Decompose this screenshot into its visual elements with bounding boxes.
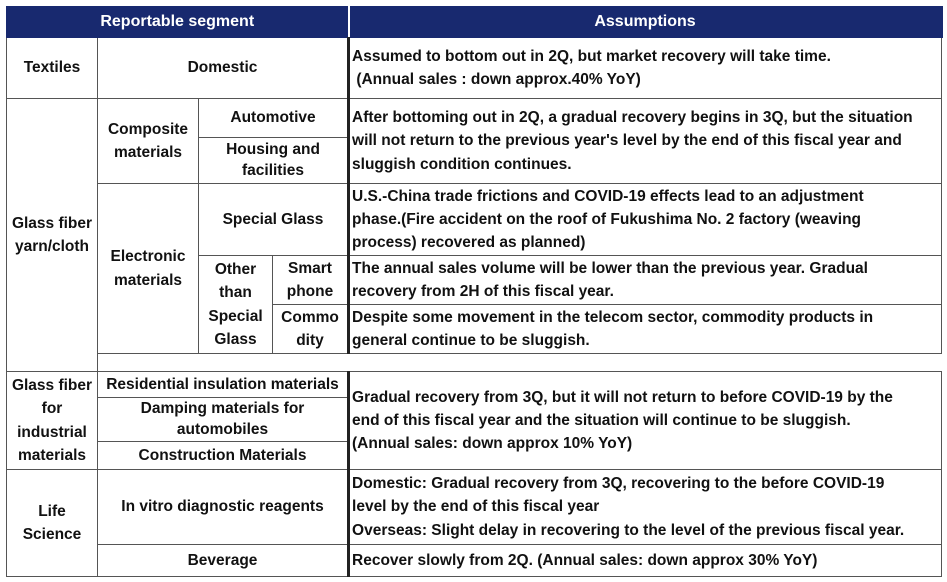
spacer-row (7, 354, 942, 372)
automotive-row (7, 99, 942, 138)
glass-industrial-assumption-line: (Annual sales: down approx 10% YoY) (352, 435, 633, 453)
invitro-reagents-label: In vitro diagnostic reagents (98, 470, 349, 545)
smartphone-assumption (349, 256, 942, 305)
other-label-line: Other (214, 261, 257, 278)
invitro-row (7, 470, 942, 545)
glass-industrial-label-line: industrial (17, 423, 87, 441)
composite-label-line: Composite (107, 120, 189, 138)
textiles-assumption-line: Assumed to bottom out in 2Q, but market recovery will take time. (352, 47, 831, 65)
glass-industrial-label-line: Glass fiber (11, 377, 93, 394)
other-label-line: than (219, 284, 252, 302)
special-glass-row (7, 184, 942, 256)
textiles-assumption (349, 38, 942, 99)
electronic-label-line: materials (113, 271, 183, 289)
glass-yarn-label-line: yarn/cloth (14, 238, 90, 255)
other-than-special-glass-label (199, 256, 273, 354)
smartphone-label (273, 256, 349, 305)
invitro-assumption (349, 470, 942, 545)
commodity-assumption-line: Despite some movement in the telecom sector, commodity products in (352, 308, 874, 326)
special-glass-assumption-line: U.S.-China trade frictions and COVID-19 effects lead to an adjustment (352, 187, 864, 205)
glass-industrial-assumption (349, 372, 942, 470)
segment-assumptions-table (6, 6, 943, 577)
automotive-label: Automotive (199, 99, 349, 138)
life-science-label-line: Life (38, 502, 66, 520)
commodity-assumption (349, 305, 942, 354)
electronic-label-line: Electronic (110, 248, 186, 266)
special-glass-assumption (349, 184, 942, 256)
textiles-domestic: Domestic (98, 38, 349, 99)
housing-label-line: facilities (241, 161, 305, 179)
special-glass-assumption-line: process) recovered as planned) (352, 234, 586, 252)
glass-industrial-label-line: for (41, 400, 63, 418)
glass-industrial-label (7, 372, 98, 470)
residential-insulation-label: Residential insulation materials (98, 372, 349, 398)
other-label-line: Glass (214, 330, 257, 348)
glass-yarn-cloth-label (7, 99, 98, 372)
header-reportable-segment: Reportable segment (7, 7, 349, 38)
beverage-assumption: Recover slowly from 2Q. (Annual sales: down approx 30% YoY) (349, 545, 942, 577)
beverage-label: Beverage (98, 545, 349, 577)
damping-label-line: Damping materials for (140, 400, 305, 418)
damping-label-line: automobiles (176, 420, 269, 438)
composite-assumption-line: sluggish condition continues. (352, 155, 572, 173)
glass-industrial-assumption-line: end of this fiscal year and the situation will continue to be sluggish. (352, 411, 851, 429)
textiles-label: Textiles (7, 38, 98, 99)
composite-assumption-line: will not return to the previous year's level by the end of this fiscal year and (352, 132, 902, 150)
invitro-assumption-line: level by the end of this fiscal year (352, 498, 600, 516)
composite-assumption (349, 99, 942, 184)
glass-industrial-assumption-line: Gradual recovery from 3Q, but it will not return to before COVID-19 by the (352, 388, 893, 406)
header-row (7, 7, 942, 38)
housing-facilities-label (199, 138, 349, 184)
damping-materials-label (98, 398, 349, 442)
composite-label-line: materials (113, 144, 183, 161)
smartphone-label-line: Smart (288, 259, 332, 277)
commodity-label-line: Commo (281, 308, 339, 326)
commodity-label (273, 305, 349, 354)
special-glass-label: Special Glass (199, 184, 349, 256)
electronic-materials-label (98, 184, 199, 354)
glass-yarn-label-line: Glass fiber (11, 214, 93, 232)
header-assumptions: Assumptions (349, 7, 942, 38)
textiles-row (7, 38, 942, 99)
construction-materials-label: Construction Materials (98, 442, 349, 470)
smartphone-label-line: phone (286, 283, 334, 300)
smartphone-assumption-line: recovery from 2H of this fiscal year. (352, 283, 614, 300)
composite-materials-label (98, 99, 199, 184)
invitro-assumption-line: Overseas: Slight delay in recovering to the level of the previous fiscal year. (352, 521, 905, 539)
composite-assumption-line: After bottoming out in 2Q, a gradual recovery begins in 3Q, but the situation (352, 109, 913, 127)
residential-row (7, 372, 942, 398)
smartphone-assumption-line: The annual sales volume will be lower than the previous year. Gradual (352, 259, 868, 277)
glass-industrial-label-line: materials (17, 446, 87, 464)
other-label-line: Special (208, 307, 263, 325)
commodity-label-line: dity (296, 332, 324, 349)
life-science-label-line: Science (22, 526, 82, 543)
life-science-label (7, 470, 98, 577)
commodity-assumption-line: general continue to be sluggish. (352, 332, 590, 349)
beverage-row (7, 545, 942, 577)
housing-label-line: Housing and (226, 141, 320, 159)
special-glass-assumption-line: phase.(Fire accident on the roof of Fukushima No. 2 factory (weaving (352, 210, 862, 228)
invitro-assumption-line: Domestic: Gradual recovery from 3Q, recovering to the before COVID-19 (352, 475, 885, 493)
textiles-assumption-line: (Annual sales : down approx.40% YoY) (352, 71, 641, 88)
